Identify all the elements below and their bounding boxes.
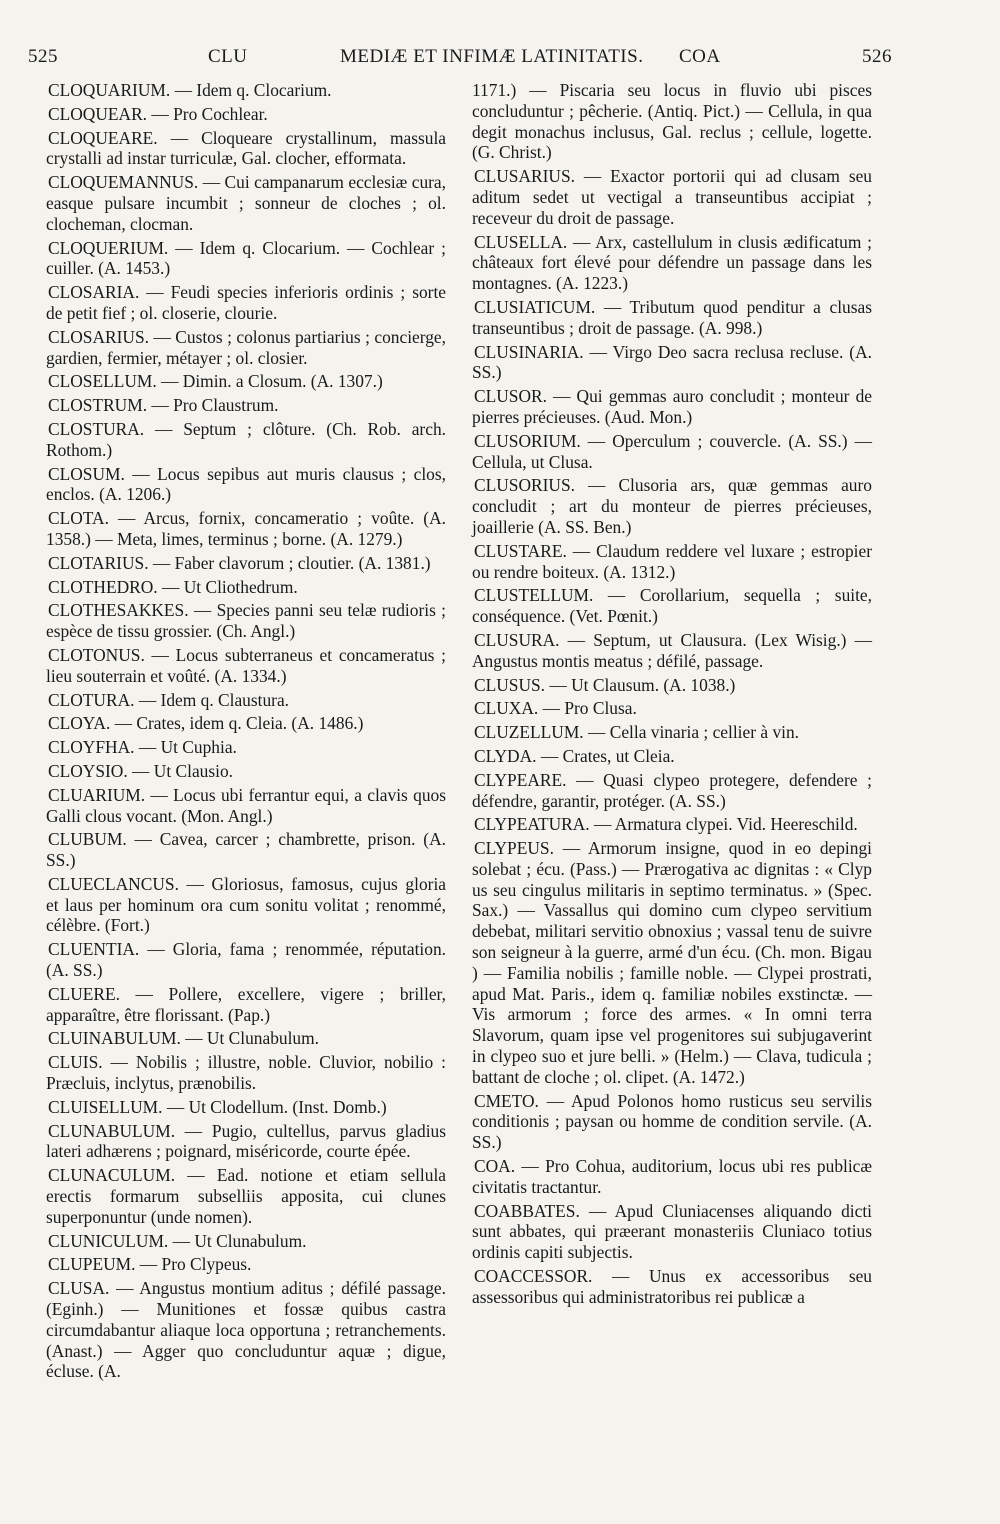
entry-clusa-continued: 1171.) — Piscaria seu locus in fluvio ubi pisces concluduntur ; pêcherie. (Antiq. Pict.) — Cellula, in qua degit monachus inclusus, Gal. reclus ; cellule, logette. (G. Christ.) [472, 80, 872, 163]
entry-clunaculum: CLUNACULUM. — Ead. notione et etiam sellula erectis formarum subselliis apposita, cui clunes superponuntur (unde nomen). [46, 1165, 446, 1227]
entry-clupeum: CLUPEUM. — Pro Clypeus. [48, 1254, 252, 1275]
entry-cloya: CLOYA. — Crates, idem q. Cleia. (A. 1486.) [48, 713, 364, 734]
entry-cloyfha: CLOYFHA. — Ut Cuphia. [48, 737, 237, 758]
entry-cluinabulum: CLUINABULUM. — Ut Clunabulum. [48, 1028, 319, 1049]
entry-clusinaria: CLUSINARIA. — Virgo Deo sacra reclusa recluse. (A. SS.) [472, 341, 872, 383]
entry-clusella: CLUSELLA. — Arx, castellulum in clusis ædificatum ; châteaux fort élevé pour défendre un passage dans les montagnes. (A. 1223.) [472, 231, 872, 294]
entry-clypeare: CLYPEARE. — Quasi clypeo protegere, defendere ; défendre, garantir, protéger. (A. SS.) [472, 769, 872, 811]
entry-clypeatura: CLYPEATURA. — Armatura clypei. Vid. Heereschild. [474, 814, 858, 835]
entry-cluis: CLUIS. — Nobilis ; illustre, noble. Cluvior, nobilio : Præcluis, inclytus, prænobilis. [46, 1052, 446, 1094]
entry-cluisellum: CLUISELLUM. — Ut Clodellum. (Inst. Domb.) [48, 1096, 387, 1117]
entry-cloquarium: CLOQUARIUM. — Idem q. Clocarium. [48, 80, 332, 100]
entry-cloquerium: CLOQUERIUM. — Idem q. Clocarium. — Cochlear ; cuiller. (A. 1453.) [46, 237, 446, 279]
entry-closellum: CLOSELLUM. — Dimin. a Closum. (A. 1307.) [48, 371, 383, 392]
entry-clostrum: CLOSTRUM. — Pro Claustrum. [48, 395, 279, 416]
right-page-number: 526 [862, 46, 892, 67]
entry-clusiaticum: CLUSIATICUM. — Tributum quod penditur a clusas transeuntibus ; droit de passage. (A. 998.) [472, 296, 872, 338]
running-header [28, 46, 892, 76]
entry-cmeto: CMETO. — Apud Polonos homo rusticus seu servilis conditionis ; paysan ou homme de condition servile. (A. SS.) [472, 1090, 872, 1153]
entry-clustellum: CLUSTELLUM. — Corollarium, sequella ; suite, conséquence. (Vet. Pœnit.) [472, 585, 872, 627]
entry-cluniculum: CLUNICULUM. — Ut Clunabulum. [48, 1230, 307, 1251]
entry-clusarius: CLUSARIUS. — Exactor portorii qui ad clusam seu aditum sedet ut vectigal a transeuntibus accipiat ; receveur du droit de passage. [472, 166, 872, 228]
entry-cluentia: CLUENTIA. — Gloria, fama ; renommée, réputation. (A. SS.) [46, 939, 446, 981]
entry-clusa: CLUSA. — Angustus montium aditus ; défilé passage. (Eginh.) — Munitiones et fossæ quibus castra circumdabantur aliaque loca opportuna ; retranchements. (Anast.) — Agger quo concluduntur aquæ ; digue, écluse. (A. [46, 1278, 446, 1382]
left-column [46, 80, 446, 1385]
entry-clunabulum: CLUNABULUM. — Pugio, cultellus, parvus gladius lateri adhærens ; poignard, miséricorde, courte épée. [46, 1120, 446, 1162]
entry-cluxa: CLUXA. — Pro Clusa. [474, 698, 637, 719]
entry-clusus: CLUSUS. — Ut Clausum. (A. 1038.) [474, 674, 736, 695]
entry-cloquemannus: CLOQUEMANNUS. — Cui campanarum ecclesiæ cura, easque pulsare incumbit ; sonneur de cloches ; ol. clocheman, clocman. [46, 172, 446, 234]
entry-clubum: CLUBUM. — Cavea, carcer ; chambrette, prison. (A. SS.) [46, 829, 446, 871]
left-page-number: 525 [28, 46, 58, 67]
entry-clotonus: CLOTONUS. — Locus subterraneus et concameratus ; lieu souterrain et voûté. (A. 1334.) [46, 644, 446, 686]
right-catchword: COA [679, 46, 721, 67]
left-catchword: CLU [208, 46, 248, 67]
entry-clusura: CLUSURA. — Septum, ut Clausura. (Lex Wisig.) — Angustus montis meatus ; défilé, passage. [472, 629, 872, 671]
entry-cloquear: CLOQUEAR. — Pro Cochlear. [48, 103, 268, 124]
entry-cluzellum: CLUZELLUM. — Cella vinaria ; cellier à vin. [474, 722, 800, 743]
entry-clotarius: CLOTARIUS. — Faber clavorum ; cloutier. (A. 1381.) [48, 552, 431, 573]
entry-clusor: CLUSOR. — Qui gemmas auro concludit ; monteur de pierres précieuses. (Aud. Mon.) [472, 386, 872, 427]
entry-cloysio: CLOYSIO. — Ut Clausio. [48, 760, 234, 781]
entry-clypeus: CLYPEUS. — Armorum insigne, quod in eo depingi solebat ; écu. (Pass.) — Prærogativa ac dignitas : « Clyp us seu cingulus militaris in septimo terminatus. » (Spec. Sax.) — Vassallus qui domino cum clypeo servitium debebat, militari servitio obnoxius ; vassal tenu de suivre son seigneur à la guerre, armé d'un écu. (Ch. mon. Bigau ) — Familia nobilis ; famille noble. — Clypei prostrati, apud Mat. Paris., idem q. familiæ nobiles exstinctæ. — Vis armorum ; force des armes. « In omni terra Slavorum, quam ipse vel progenitores sui subjugaverint in clypeo suo et jure belli. » (Helm.) — Clava, tudicula ; battant de cloche ; ol. clipet. (A. 1472.) [472, 838, 872, 1087]
right-column [472, 80, 872, 1311]
entry-cluarium: CLUARIUM. — Locus ubi ferrantur equi, a clavis quos Galli clous vocant. (Mon. Angl.) [46, 784, 446, 826]
entry-clustare: CLUSTARE. — Claudum reddere vel luxare ; estropier ou rendre boiteux. (A. 1312.) [472, 540, 872, 582]
entry-clusorius: CLUSORIUS. — Clusoria ars, quæ gemmas auro concludit ; art du monteur de pierres précieuses, joaillerie (A. SS. Ben.) [472, 475, 872, 537]
entry-closarius: CLOSARIUS. — Custos ; colonus partiarius ; concierge, gardien, fermier, métayer ; ol. closier. [46, 326, 446, 368]
entry-clueclancus: CLUECLANCUS. — Gloriosus, famosus, cujus gloria et laus per hominum ora cum sonitu volitat ; renommé, célèbre. (Fort.) [46, 873, 446, 936]
entry-clotura: CLOTURA. — Idem q. Claustura. [48, 689, 290, 710]
entry-cloqueare: CLOQUEARE. — Cloqueare crystallinum, massula crystalli ad instar turriculæ, Gal. clocher, efformata. [46, 127, 446, 169]
entry-clothedro: CLOTHEDRO. — Ut Cliothedrum. [48, 576, 298, 597]
entry-clostura: CLOSTURA. — Septum ; clôture. (Ch. Rob. arch. Rothom.) [46, 418, 446, 460]
running-title: MEDIÆ ET INFIMÆ LATINITATIS. [340, 46, 644, 67]
entry-coa: COA. — Pro Cohua, auditorium, locus ubi res publicæ civitatis tractantur. [472, 1156, 872, 1197]
entry-coabbates: COABBATES. — Apud Cluniacenses aliquando dicti sunt abbates, qui præerant monasteriis Cluniaco totius ordinis capiti subjectis. [472, 1200, 872, 1263]
entry-cluere: CLUERE. — Pollere, excellere, vigere ; briller, apparaître, être florissant. (Pap.) [46, 983, 446, 1025]
entry-coaccessor: COACCESSOR. — Unus ex accessoribus seu assessoribus qui administratoribus rei publicæ a [472, 1266, 872, 1307]
entry-clusorium: CLUSORIUM. — Operculum ; couvercle. (A. SS.) — Cellula, ut Clusa. [472, 430, 872, 472]
entry-clota: CLOTA. — Arcus, fornix, concameratio ; voûte. (A. 1358.) — Meta, limes, terminus ; borne. (A. 1279.) [46, 508, 446, 549]
entry-clyda: CLYDA. — Crates, ut Cleia. [474, 745, 675, 766]
entry-closaria: CLOSARIA. — Feudi species inferioris ordinis ; sorte de petit fief ; ol. closerie, clourie. [46, 282, 446, 323]
entry-closum: CLOSUM. — Locus sepibus aut muris clausus ; clos, enclos. (A. 1206.) [46, 463, 446, 505]
entry-clothesakkes: CLOTHESAKKES. — Species panni seu telæ rudioris ; espèce de tissu grossier. (Ch. Angl.) [46, 600, 446, 642]
